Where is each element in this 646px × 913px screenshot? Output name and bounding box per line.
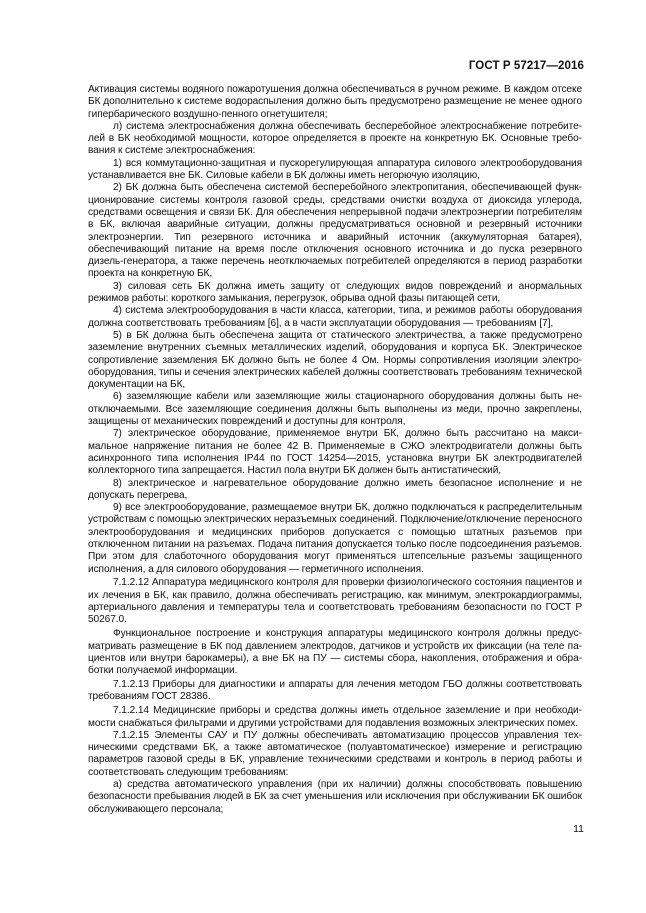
document-body	[88, 84, 582, 816]
document-header: ГОСТ Р 57217—2016	[468, 60, 584, 72]
paragraph-power-1: 1) вся коммутационно-защитная и пускорегулирующая аппаратура силового электрооборудования устанавливается вне БК. Силовые кабели в БК должны иметь негорючую изоляцию,	[88, 157, 582, 182]
paragraph-medical-equipment: Функциональное построение и конструкция аппаратуры медицинского контроля должны предусматривать размещение в БК под давлением электродов, датчиков и устройств их фиксации (на теле пациентов или внутри барокамеры), а вне БК на ПУ — системы сбора, накопления, отображения и обработки получаемой информации.	[88, 628, 582, 677]
paragraph-power-6: 6) заземляющие кабели или заземляющие жилы стационарного оборудования должны быть неотключаемыми. Все заземляющие соединения должны быть выполнены из меди, прочно закреплены, защищены от механических повреждений и доступны для контроля,	[88, 391, 582, 428]
paragraph-item-l-power-supply: л) система электроснабжения должна обеспечивать бесперебойное электроснабжение потребителей в БК необходимой мощности, которое определяется в проекте на конкретную БК. Основные требования к системе электроснабжения:	[88, 120, 582, 157]
paragraph-power-9: 9) все электрооборудование, размещаемое внутри БК, должно подключаться к распределительным устройствам с помощью электрических неразъемных соединений. Подключение/отключение переносного электрооборудования и медицинских приборов допускается с помощью штатных разъемов при отключенном питании на разъемах. Подача питания допускается только после подсоединения разъемов. При этом для слаботочного оборудования могут применяться штепсельные разъемы защищенного исполнения, а для силового оборудования — герметичного исполнения.	[88, 502, 582, 575]
paragraph-power-4: 4) система электрооборудования в части класса, категории, типа, и режимов работы оборудования должна соответствовать требованиям [6], а в части эксплуатации оборудования — требованиям [7],	[88, 305, 582, 329]
paragraph-7-1-2-13: 7.1.2.13 Приборы для диагностики и аппараты для лечения методом ГБО должны соответствовать требованиям ГОСТ 28386.	[88, 679, 582, 703]
paragraph-fire-suppression: Активация системы водяного пожаротушения должна обеспечиваться в ручном режиме. В каждом отсеке БК дополнительно к системе водораспыления должно быть предусмотрено размещение не менее одного гипербарического воздушно-пенного огнетушителя;	[88, 84, 582, 120]
paragraph-7-1-2-14: 7.1.2.14 Медицинские приборы и средства должны иметь отдельное заземление и при необходимости снабжаться фильтрами и другими устройствами для подавления возможных электрических помех.	[88, 705, 582, 729]
paragraph-power-3: 3) силовая сеть БК должна иметь защиту от следующих видов повреждений и анормальных режимов работы: короткого замыкания, перегрузок, обрыва одной фазы питающей сети,	[88, 280, 582, 305]
paragraph-item-a: а) средства автоматического управления (при их наличии) должны способствовать повышению безопасности пребывания людей в БК за счет уменьшения или исключения при обслуживании БК ошибок обслуживающего персонала;	[88, 779, 582, 815]
paragraph-power-8: 8) электрическое и нагревательное оборудование должно иметь безопасное исполнение и не допускать перегрева,	[88, 477, 582, 501]
paragraph-7-1-2-12: 7.1.2.12 Аппаратура медицинского контроля для проверки физиологического состояния пациентов и их лечения в БК, как правило, должна обеспечивать регистрацию, как минимум, электрокардиограммы, артериального давления и температуры тела и соответствовать требованиям безопасности по ГОСТ Р 50267.0.	[88, 577, 582, 626]
paragraph-power-5: 5) в БК должна быть обеспечена защита от статического электричества, а также предусмотрено заземление внутренних съемных металлических изделий, оборудования и корпуса БК. Электрическое сопротивление заземления БК должно быть не более 4 Ом. Нормы сопротивления изоляции электрооборудования, типы и сечения электрических кабелей должны соответствовать требованиям технической документации на БК,	[88, 329, 582, 391]
paragraph-power-2: 2) БК должна быть обеспечена системой бесперебойного электропитания, обеспечивающей функционирование системы контроля газовой среды, средствами очистки воздуха от диоксида углерода, средствами освещения и связи БК. Для обеспечения непрерывной подачи электроэнергии потребителям в БК, включая аварийные ситуации, должны предусматриваться основной и резервный источники электроэнергии. Тип резервного источника и аварийный источник (аккумуляторная батарея), обеспечивающий питание на время после отключения основного источника и до пуска резервного дизель-генератора, а также перечень неотключаемых потребителей определяются в период разработки проекта на конкретную БК,	[88, 182, 582, 280]
paragraph-power-7: 7) электрическое оборудование, применяемое внутри БК, должно быть рассчитано на максимальное напряжение питания не более 42 В. Применяемые в СЖО электродвигатели должны быть асинхронного типа исполнения IP44 по ГОСТ 14254—2015, установка внутри БК электродвигателей коллекторного типа запрещается. Настил пола внутри БК должен быть антистатический,	[88, 428, 582, 477]
paragraph-7-1-2-15: 7.1.2.15 Элементы САУ и ПУ должны обеспечивать автоматизацию процессов управления техническими средствами БК, а также автоматическое (полуавтоматическое) измерение и регистрацию параметров газовой среды в БК, управление техническими средствами и контроль в период работы и соответствовать следующим требованиям:	[88, 729, 582, 778]
page-number: 11	[573, 823, 584, 835]
